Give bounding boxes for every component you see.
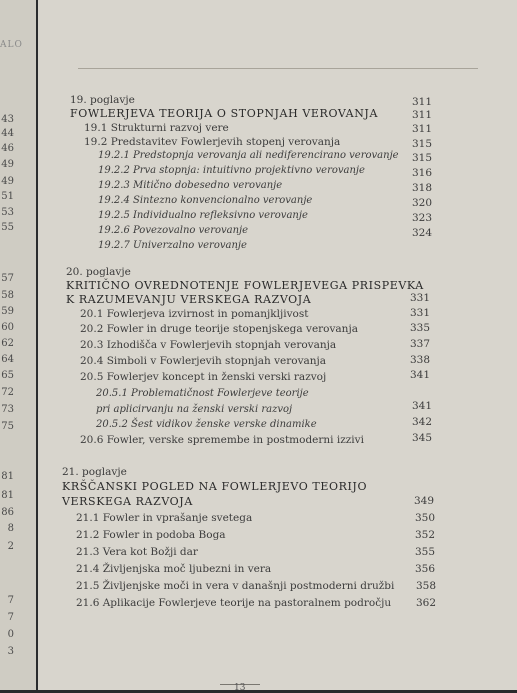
- facing-page-number: 7: [7, 612, 14, 623]
- toc-page: 320: [411, 197, 432, 209]
- facing-page-number: 0: [7, 629, 14, 640]
- header-rule: [78, 68, 478, 69]
- toc-entry: 20.1 Fowlerjeva izvirnost in pomanjkljivost: [80, 308, 309, 320]
- toc-entry: 20.4 Simboli v Fowlerjevih stopnjah verovanja: [80, 355, 327, 367]
- toc-page: 356: [414, 563, 435, 575]
- toc-entry: 20.5 Fowlerjev koncept in ženski verski razvoj: [80, 371, 327, 383]
- toc-page: 352: [414, 529, 435, 541]
- chapter-label: 21. poglavje: [62, 466, 127, 478]
- chapter-title: FOWLERJEVA TEORIJA O STOPNJAH VEROVANJA: [70, 107, 378, 120]
- toc-page: 324: [411, 227, 432, 239]
- facing-page-number: 81: [1, 471, 14, 482]
- toc-page: 315: [411, 138, 432, 150]
- facing-page-number: 3: [7, 646, 14, 657]
- toc-page: 350: [414, 512, 435, 524]
- toc-subentry: 19.2.3 Mitično dobesedno verovanje: [98, 180, 283, 191]
- facing-page-number: 65: [1, 370, 14, 381]
- toc-page: 318: [411, 182, 432, 194]
- toc-entry: 21.6 Aplikacije Fowlerjeve teorije na pastoralnem področju: [76, 597, 392, 609]
- toc-subentry: pri aplicirvanju na ženski verski razvoj: [96, 404, 293, 415]
- facing-page-number: 51: [1, 191, 14, 202]
- chapter-header-page: 311: [411, 96, 432, 108]
- toc-page: 355: [414, 546, 435, 558]
- facing-page-edge: [0, 0, 36, 690]
- chapter-page: 349: [413, 495, 434, 507]
- table-of-contents-page: [38, 0, 517, 693]
- toc-page: 341: [409, 369, 430, 381]
- toc-page: 311: [411, 123, 432, 135]
- toc-page: 323: [411, 212, 432, 224]
- facing-page-number: 62: [1, 338, 14, 349]
- facing-page-header: ALO: [0, 40, 23, 50]
- toc-subentry: 19.2.7 Univerzalno verovanje: [98, 240, 247, 251]
- facing-page-number: 43: [1, 114, 14, 125]
- toc-page: 337: [409, 338, 430, 350]
- facing-page-number: 49: [1, 176, 14, 187]
- toc-page: 362: [415, 597, 436, 609]
- toc-page: 345: [411, 432, 432, 444]
- toc-entry: 21.4 Življenjska moč ljubezni in vera: [76, 563, 272, 575]
- toc-entry: 20.6 Fowler, verske spremembe in postmoderni izzivi: [80, 434, 364, 446]
- chapter-page: 331: [409, 292, 430, 304]
- toc-entry: 19.2 Predstavitev Fowlerjevih stopenj verovanja: [84, 136, 341, 148]
- facing-page-number: 58: [1, 290, 14, 301]
- facing-page-number: 64: [1, 354, 14, 365]
- toc-page: 342: [411, 416, 432, 428]
- toc-entry: 20.3 Izhodišča v Fowlerjevih stopnjah verovanja: [80, 339, 337, 351]
- toc-entry: 20.2 Fowler in druge teorije stopenjskega verovanja: [80, 323, 358, 335]
- toc-entry: 21.3 Vera kot Božji dar: [76, 546, 198, 558]
- toc-subentry: 19.2.5 Individualno refleksivno verovanje: [98, 210, 308, 221]
- toc-entry: 21.2 Fowler in podoba Boga: [76, 529, 226, 541]
- facing-page-number: 59: [1, 306, 14, 317]
- facing-page-number: 7: [7, 595, 14, 606]
- chapter-title: KRŠČANSKI POGLED NA FOWLERJEVO TEORIJO: [62, 480, 368, 493]
- chapter-title: VERSKEGA RAZVOJA: [62, 495, 193, 508]
- toc-page: 315: [411, 152, 432, 164]
- toc-page: 331: [409, 307, 430, 319]
- toc-entry: 19.1 Strukturni razvoj vere: [84, 122, 229, 134]
- facing-page-number: 44: [1, 128, 14, 139]
- toc-subentry: 20.5.2 Šest vidikov ženske verske dinamike: [96, 419, 317, 430]
- chapter-title: K RAZUMEVANJU VERSKEGA RAZVOJA: [66, 293, 312, 306]
- facing-page-number: 2: [7, 541, 14, 552]
- toc-subentry: 19.2.4 Sintezno konvencionalno verovanje: [98, 195, 313, 206]
- facing-page-number: 73: [1, 404, 14, 415]
- facing-page-number: 81: [1, 490, 14, 501]
- toc-page: 335: [409, 322, 430, 334]
- facing-page-number: 55: [1, 222, 14, 233]
- facing-page-number: 53: [1, 207, 14, 218]
- facing-page-number: 60: [1, 322, 14, 333]
- toc-page: 358: [415, 580, 436, 592]
- toc-subentry: 20.5.1 Problematičnost Fowlerjeve teorije: [96, 388, 309, 399]
- chapter-title: KRITIČNO OVREDNOTENJE FOWLERJEVEGA PRISPEVKA: [66, 279, 424, 292]
- toc-entry: 21.5 Življenjske moči in vera v današnji postmoderni družbi: [76, 580, 395, 592]
- facing-page-number: 46: [1, 143, 14, 154]
- facing-page-number: 8: [7, 523, 14, 534]
- footer-page-number: 13: [234, 683, 246, 693]
- facing-page-number: 72: [1, 387, 14, 398]
- chapter-label: 20. poglavje: [66, 266, 131, 278]
- toc-page: 341: [411, 400, 432, 412]
- toc-entry: 21.1 Fowler in vprašanje svetega: [76, 512, 253, 524]
- chapter-label: 19. poglavje: [70, 94, 135, 106]
- chapter-page: 311: [411, 109, 432, 121]
- toc-page: 338: [409, 354, 430, 366]
- facing-page-number: 57: [1, 273, 14, 284]
- toc-subentry: 19.2.6 Povezovalno verovanje: [98, 225, 249, 236]
- facing-page-number: 49: [1, 159, 14, 170]
- facing-page-number: 86: [1, 507, 14, 518]
- toc-subentry: 19.2.2 Prva stopnja: intuitivno projektivno verovanje: [98, 165, 365, 176]
- toc-page: 316: [411, 167, 432, 179]
- toc-subentry: 19.2.1 Predstopnja verovanja ali nediferencirano verovanje: [98, 150, 399, 161]
- facing-page-number: 75: [1, 421, 14, 432]
